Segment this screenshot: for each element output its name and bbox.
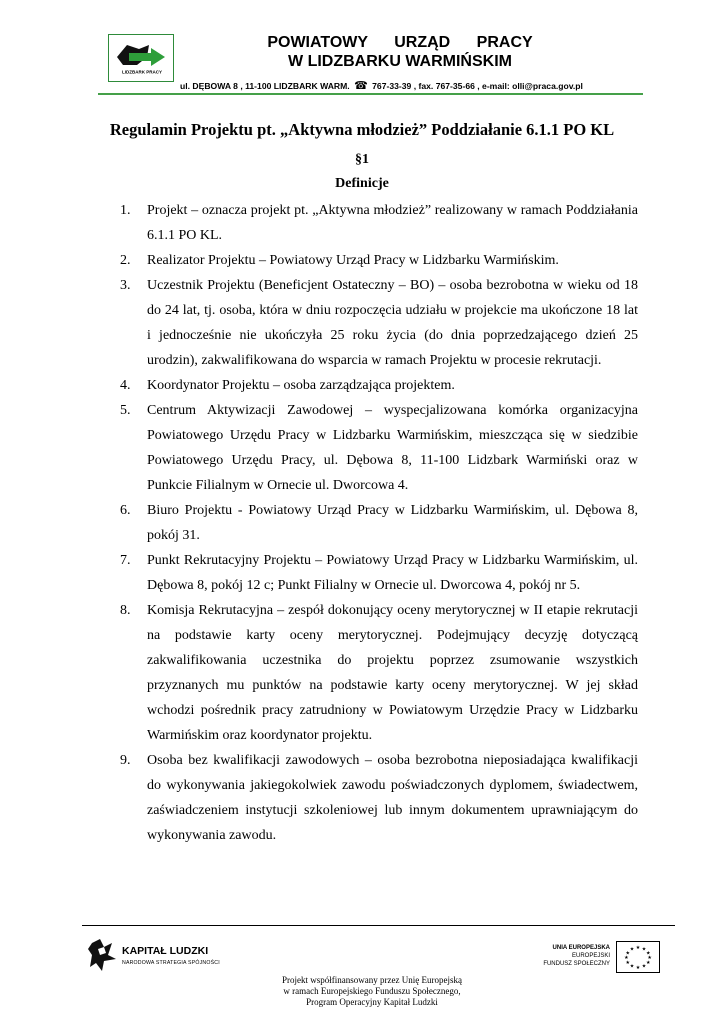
definition-item bbox=[110, 373, 638, 398]
definition-text: Koordynator Projektu – osoba zarządzająca projektem. bbox=[147, 378, 455, 393]
eu-label-line3: FUNDUSZ SPOŁECZNY bbox=[543, 961, 610, 967]
cofinancing-note bbox=[200, 975, 544, 1008]
definition-number: 8. bbox=[120, 603, 131, 618]
definition-item bbox=[110, 598, 638, 748]
section-number: §1 bbox=[355, 152, 369, 167]
definition-text: Uczestnik Projektu (Beneficjent Ostateczny – BO) – osoba bezrobotna w wieku od 18 do 24 lat, tj. osoba, która w dniu rozpoczęcia udziału w projekcie ma ukończone 18 lat i jednocześnie nie ukończyła 25 roku życia (do dnia poprzedzającego dzień 25 urodzin), zakwalifikowana do wsparcia w ramach Projektu w procesie rekrutacji. bbox=[147, 278, 638, 368]
definition-number: 5. bbox=[120, 403, 131, 418]
kapital-ludzki-subtitle: NARODOWA STRATEGIA SPÓJNOŚCI bbox=[122, 960, 220, 966]
svg-text:★: ★ bbox=[624, 955, 629, 962]
office-phones-email: 767-33-39 , fax. 767-35-66 , e-mail: olli@praca.gov.pl bbox=[372, 81, 583, 91]
pup-logo bbox=[108, 34, 174, 82]
document-title: Regulamin Projektu pt. „Aktywna młodzież” Poddziałanie 6.1.1 PO KL bbox=[109, 120, 615, 139]
puplidzbark-logo-icon bbox=[109, 35, 173, 81]
definition-number: 3. bbox=[120, 278, 131, 293]
svg-text:★: ★ bbox=[645, 960, 651, 966]
svg-text:★: ★ bbox=[645, 950, 651, 957]
svg-text:★: ★ bbox=[641, 946, 647, 953]
definition-item bbox=[110, 198, 638, 248]
cofinancing-note-line1: Projekt współfinansowany przez Unię Europejską bbox=[282, 975, 462, 985]
svg-text:★: ★ bbox=[629, 946, 635, 953]
svg-text:★: ★ bbox=[625, 960, 631, 966]
definition-item bbox=[110, 748, 638, 848]
svg-text:★: ★ bbox=[635, 965, 641, 971]
eu-label-line2: EUROPEJSKI bbox=[571, 953, 610, 959]
footer-divider bbox=[82, 925, 675, 926]
office-name-line1: POWIATOWY URZĄD PRACY bbox=[267, 34, 533, 51]
definition-number: 1. bbox=[120, 203, 131, 218]
definition-number: 2. bbox=[120, 253, 131, 268]
svg-text:★: ★ bbox=[647, 955, 652, 962]
definition-item bbox=[110, 248, 638, 273]
definition-number: 7. bbox=[120, 553, 131, 568]
svg-text:★: ★ bbox=[625, 950, 631, 957]
svg-text:★: ★ bbox=[635, 945, 641, 951]
definition-text: Centrum Aktywizacji Zawodowej – wyspecjalizowana komórka organizacyjna Powiatowego Urzędu Pracy w Lidzbarku Warmińskim, mieszcząca się w siedzibie Powiatowego Urzędu Pracy, ul. Dębowa 8, 11-100 Lidzbark Warmiński oraz w Punkcie Filialnym w Ornecie ul. Dworcowa 4. bbox=[147, 403, 638, 493]
definition-number: 9. bbox=[120, 753, 131, 768]
section-title: Definicje bbox=[335, 176, 389, 191]
eu-label bbox=[530, 944, 610, 968]
definition-text: Komisja Rekrutacyjna – zespół dokonujący oceny merytorycznej w II etapie rekrutacji na podstawie karty oceny merytorycznej. Podejmujący decyzję dotyczącą zakwalifikowania uczestnika do projektu poprzez zsumowanie wszystkich przyznanych mu punktów na podstawie karty oceny merytorycznej. W jej skład wchodzi pośrednik pracy zatrudniony w Powiatowym Urzędzie Pracy w Lidzbarku Warmińskim oraz koordynator projektu. bbox=[147, 603, 638, 743]
eu-label-line1: UNIA EUROPEJSKA bbox=[552, 945, 610, 951]
definition-text: Punkt Rekrutacyjny Projektu – Powiatowy Urząd Pracy w Lidzbarku Warmińskim, ul. Dębowa 8, pokój 12 c; Punkt Filialny w Ornecie ul. Dworcowa 4, pokój nr 5. bbox=[147, 553, 638, 593]
svg-text:★: ★ bbox=[641, 963, 647, 970]
definition-item bbox=[110, 498, 638, 548]
telephone-icon: ☎ bbox=[354, 80, 368, 92]
office-contact bbox=[180, 79, 640, 92]
office-address: ul. DĘBOWA 8 , 11-100 LIDZBARK WARM. bbox=[180, 81, 350, 91]
eu-flag-icon bbox=[616, 941, 660, 973]
definition-text: Biuro Projektu - Powiatowy Urząd Pracy w Lidzbarku Warmińskim, ul. Dębowa 8, pokój 31. bbox=[147, 503, 638, 543]
office-name bbox=[175, 33, 625, 71]
definitions-list bbox=[110, 198, 638, 848]
definition-item bbox=[110, 398, 638, 498]
svg-text:★: ★ bbox=[629, 963, 635, 970]
definition-text: Projekt – oznacza projekt pt. „Aktywna młodzież” realizowany w ramach Poddziałania 6.1.1 PO KL. bbox=[147, 203, 638, 243]
definition-text: Realizator Projektu – Powiatowy Urząd Pracy w Lidzbarku Warmińskim. bbox=[147, 253, 559, 268]
definition-item bbox=[110, 273, 638, 373]
definition-text: Osoba bez kwalifikacji zawodowych – osoba bezrobotna nieposiadająca kwalifikacji do wykonywania jakiegokolwiek zawodu poświadczonych dyplomem, świadectwem, zaświadczeniem instytucji szkoleniowej lub innym dokumentem uprawniającym do wykonywania zawodu. bbox=[147, 753, 638, 843]
cofinancing-note-line2: w ramach Europejskiego Funduszu Społecznego, bbox=[283, 986, 461, 996]
header-divider bbox=[98, 93, 643, 95]
cofinancing-note-line3: Program Operacyjny Kapitał Ludzki bbox=[306, 997, 438, 1007]
definition-number: 6. bbox=[120, 503, 131, 518]
definition-number: 4. bbox=[120, 378, 131, 393]
office-name-line2: W LIDZBARKU WARMIŃSKIM bbox=[288, 53, 512, 70]
definition-item bbox=[110, 548, 638, 598]
logo-caption: LIDZBARK PRACY bbox=[122, 69, 162, 75]
kapital-ludzki-title: KAPITAŁ LUDZKI bbox=[122, 945, 209, 957]
